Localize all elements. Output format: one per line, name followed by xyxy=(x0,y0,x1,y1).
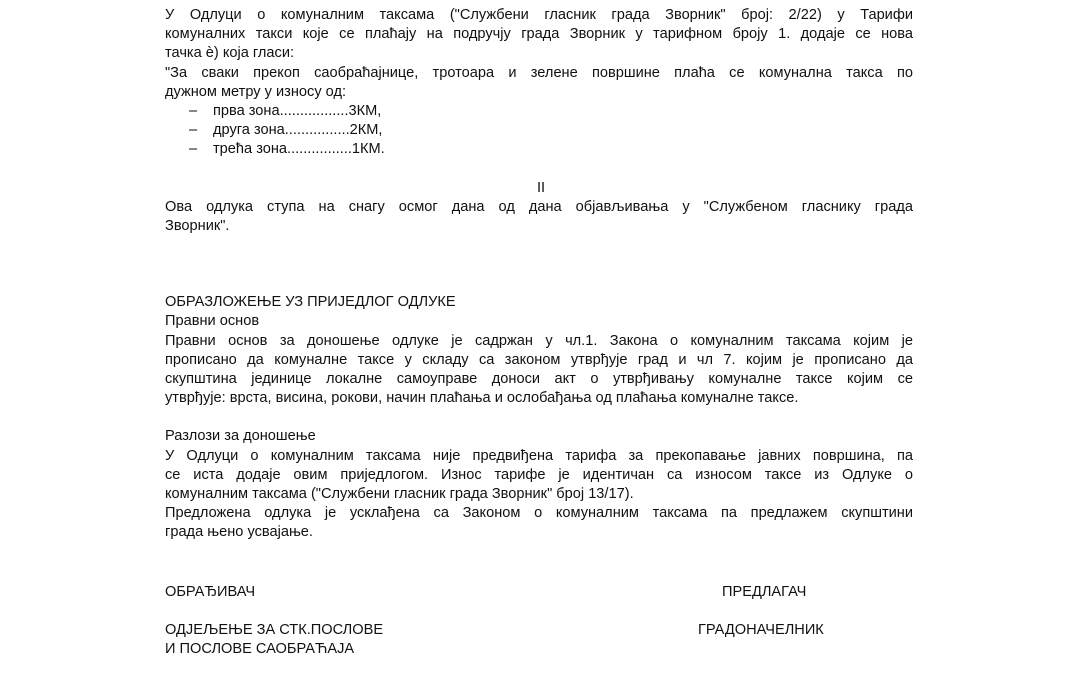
reasons-line-3: комуналним таксама ("Службени гласник града Зворник" број 13/17). xyxy=(165,486,634,503)
proposer-org: ГРАДОНАЧЕЛНИК xyxy=(698,622,824,638)
processor-org-line-1: ОДЈЕЉЕЊЕ ЗА СТК.ПОСЛОВЕ xyxy=(165,622,384,638)
reasons-title: Разлози за доношење xyxy=(165,428,316,445)
article2-line-1: Ова одлука ступа на снагу осмог дана од дана објављивања у "Службеном гласнику града xyxy=(165,198,913,215)
reasons-line-5: града њено усвајање. xyxy=(165,524,313,541)
article1-line-2: комуналних такси које се плаћају на подручју града Зворник у тарифном броју 1. додаје се нова xyxy=(165,26,913,43)
bullet-dash: – xyxy=(189,122,198,139)
document-body xyxy=(165,6,913,543)
article2-line-2: Зворник". xyxy=(165,218,230,235)
article1-line-5: дужном метру у износу од: xyxy=(165,83,347,100)
bullet-dash: – xyxy=(189,141,198,158)
legal-basis-line-3: скупштина јединице локалне самоуправе доноси акт о утврђивању комуналне таксе којим се xyxy=(165,371,913,388)
list-item xyxy=(165,102,913,121)
reasons-line-4: Предложена одлука је усклађена са Законом о комуналним таксама па предлажем скупштини xyxy=(165,505,913,522)
article1-line-4: "За сваки прекоп саобраћајнице, тротоара и зелене површине плаћа се комунална такса по xyxy=(165,64,913,81)
tariff-zone-list xyxy=(165,102,913,160)
zone-2-tariff: друга зона................2КМ, xyxy=(213,122,383,139)
list-item xyxy=(165,140,913,159)
reasons-line-2: се иста додаје овим приједлогом. Износ тарифе је идентичан са износом таксе из Одлуке о xyxy=(165,466,913,483)
legal-basis-line-4: утврђује: врста, висина, рокови, начин плаћања и ослобађања од плаћања комуналне таксе. xyxy=(165,390,799,407)
processor-org-line-2: И ПОСЛОВЕ САОБРАЋАЈА xyxy=(165,641,355,657)
list-item xyxy=(165,121,913,140)
article1-line-1: У Одлуци о комуналним таксама ("Службени гласник града Зворник" број: 2/22) у Тарифи xyxy=(165,7,913,23)
reasons-line-1: У Одлуци о комуналним таксама није предвиђена тарифа за прекопавање јавних површина, па xyxy=(165,447,913,464)
article1-line-3: тачка ѐ) која гласи: xyxy=(165,45,295,62)
bullet-dash: – xyxy=(189,103,198,120)
legal-basis-title: Правни основ xyxy=(165,313,260,330)
legal-basis-line-1: Правни основ за доношење одлуке је садржан у чл.1. Закона о комуналним таксама којим је xyxy=(165,332,913,349)
legal-basis-line-2: прописано да комуналне таксе у складу са законом утврђује град и чл 7. којим је прописано да xyxy=(165,351,913,368)
explanation-heading: ОБРАЗЛОЖЕЊЕ УЗ ПРИЈЕДЛОГ ОДЛУКЕ xyxy=(165,294,456,311)
spacer xyxy=(165,236,913,293)
proposer-title: ПРЕДЛАГАЧ xyxy=(722,584,807,600)
zone-3-tariff: трећа зона................1КМ. xyxy=(213,141,385,158)
zone-1-tariff: прва зона.................3КМ, xyxy=(213,103,382,120)
article2-number: II xyxy=(536,179,546,196)
processor-title: ОБРАЂИВАЧ xyxy=(165,584,256,600)
spacer xyxy=(165,408,913,427)
